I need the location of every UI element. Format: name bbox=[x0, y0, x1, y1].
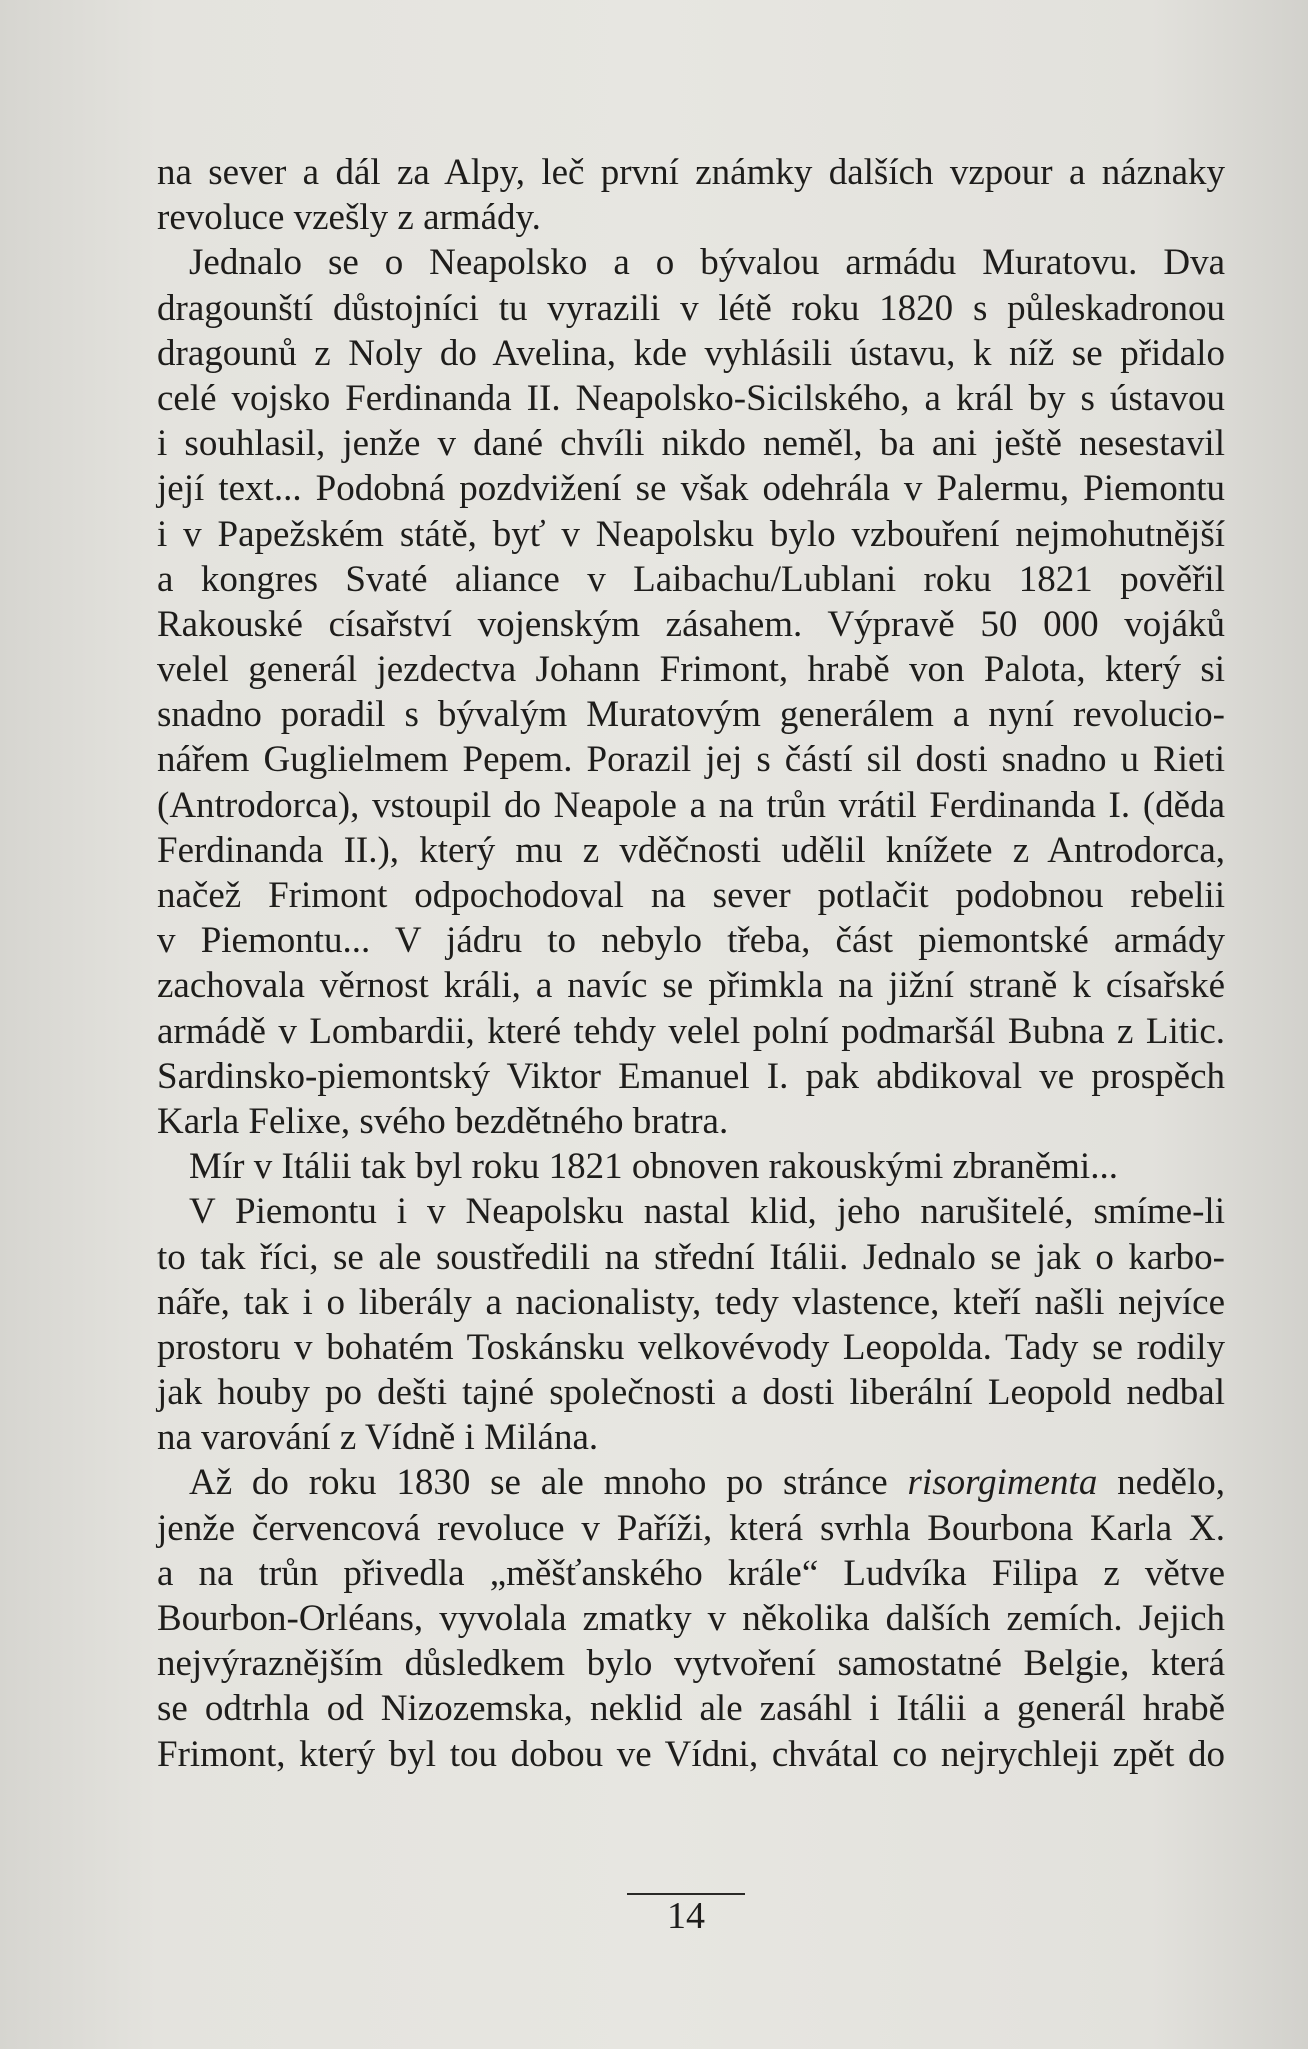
text-line: Karla Felixe, svého bezdětného bratra. bbox=[157, 1100, 729, 1142]
text-line: a na trůn přivedla „měšťanského krále“ Ludvíka Filipa z větve bbox=[157, 1552, 1225, 1594]
text-line: (Antrodorca), vstoupil do Neapole a na trůn vrátil Ferdinanda I. (děda bbox=[157, 784, 1225, 826]
text-line: v Piemontu... V jádru to nebylo třeba, část piemontské armády bbox=[157, 920, 1225, 962]
text-line: nejvýraznějším důsledkem bylo vytvoření samostatné Belgie, která bbox=[157, 1643, 1225, 1685]
text-line: a kongres Svaté aliance v Laibachu/Lublani roku 1821 pověřil bbox=[157, 558, 1225, 600]
text-line: Bourbon-Orléans, vyvolala zmatky v několika dalších zemích. Jejich bbox=[157, 1598, 1225, 1639]
text-line: se odtrhla od Nizozemska, neklid ale zasáhl i Itálii a generál hrabě bbox=[157, 1688, 1225, 1730]
text-line: revoluce vzešly z armády. bbox=[157, 197, 541, 239]
text-line: i souhlasil, jenže v dané chvíli nikdo neměl, ba ani ještě nesestavil bbox=[157, 423, 1225, 465]
page-number: 14 bbox=[667, 1895, 705, 1937]
text-line: její text... Podobná pozdvižení se však odehrála v Palermu, Piemontu bbox=[157, 468, 1225, 510]
text-line: načež Frimont odpochodoval na sever potlačit podobnou rebelii bbox=[157, 875, 1225, 916]
text-line bbox=[157, 1460, 1225, 1505]
text-line: nářem Guglielmem Pepem. Porazil jej s částí sil dosti snadno u Rieti bbox=[157, 739, 1225, 781]
text-line: Mír v Itálii tak byl roku 1821 obnoven rakouskými zbraněmi... bbox=[189, 1146, 1118, 1188]
text-line: Ferdinanda II.), který mu z vděčnosti udělil knížete z Antrodorca, bbox=[157, 829, 1225, 871]
text-line: Rakouské císařství vojenským zásahem. Výpravě 50 000 vojáků bbox=[157, 603, 1225, 645]
text-line: V Piemontu i v Neapolsku nastal klid, jeho narušitelé, smíme-li bbox=[189, 1191, 1225, 1233]
text-line: Jednalo se o Neapolsko a o bývalou armádu Muratovu. Dva bbox=[189, 242, 1225, 284]
text-line: to tak říci, se ale soustředili na střední Itálii. Jednalo se jak o karbo- bbox=[157, 1236, 1225, 1278]
text-line: na varování z Vídně i Milána. bbox=[157, 1417, 599, 1459]
text-line: prostoru v bohatém Toskánsku velkovévody Leopolda. Tady se rodily bbox=[157, 1326, 1225, 1368]
text-line: armádě v Lombardii, které tehdy velel polní podmaršál Bubna z Litic. bbox=[157, 1010, 1225, 1052]
text-line: celé vojsko Ferdinanda II. Neapolsko-Sicilského, a král by s ústavou bbox=[157, 377, 1225, 419]
text-line: jenže červencová revoluce v Paříži, která svrhla Bourbona Karla X. bbox=[157, 1507, 1225, 1549]
text-line: Frimont, který byl tou dobou ve Vídni, chvátal co nejrychleji zpět do bbox=[157, 1733, 1225, 1775]
text-line: snadno poradil s bývalým Muratovým generálem a nyní revolucio- bbox=[157, 694, 1225, 736]
text-line: dragounů z Noly do Avelina, kde vyhlásili ústavu, k níž se přidalo bbox=[157, 332, 1225, 374]
text-line: i v Papežském státě, byť v Neapolsku bylo vzbouření nejmohutnější bbox=[157, 513, 1225, 555]
body-text bbox=[157, 150, 1225, 1777]
text-line-part: nedělo, bbox=[1097, 1462, 1226, 1504]
text-line: Sardinsko-piemontský Viktor Emanuel I. pak abdikoval ve prospěch bbox=[157, 1055, 1225, 1097]
text-line: dragounští důstojníci tu vyrazili v létě roku 1820 s půleskadronou bbox=[157, 287, 1225, 329]
text-line: náře, tak i o liberály a nacionalisty, tedy vlastence, kteří našli nejvíce bbox=[157, 1281, 1225, 1323]
text-line: na sever a dál za Alpy, leč první známky dalších vzpour a náznaky bbox=[157, 152, 1225, 193]
text-line: zachovala věrnost králi, a navíc se přimkla na jižní straně k císařské bbox=[157, 965, 1225, 1007]
text-line: jak houby po dešti tajné společnosti a dosti liberální Leopold nedbal bbox=[157, 1372, 1225, 1414]
italic-term: risorgimenta bbox=[907, 1462, 1098, 1504]
text-line: velel generál jezdectva Johann Frimont, hrabě von Palota, který si bbox=[157, 649, 1225, 691]
text-line-part: Až do roku 1830 se ale mnoho po stránce bbox=[189, 1462, 908, 1504]
